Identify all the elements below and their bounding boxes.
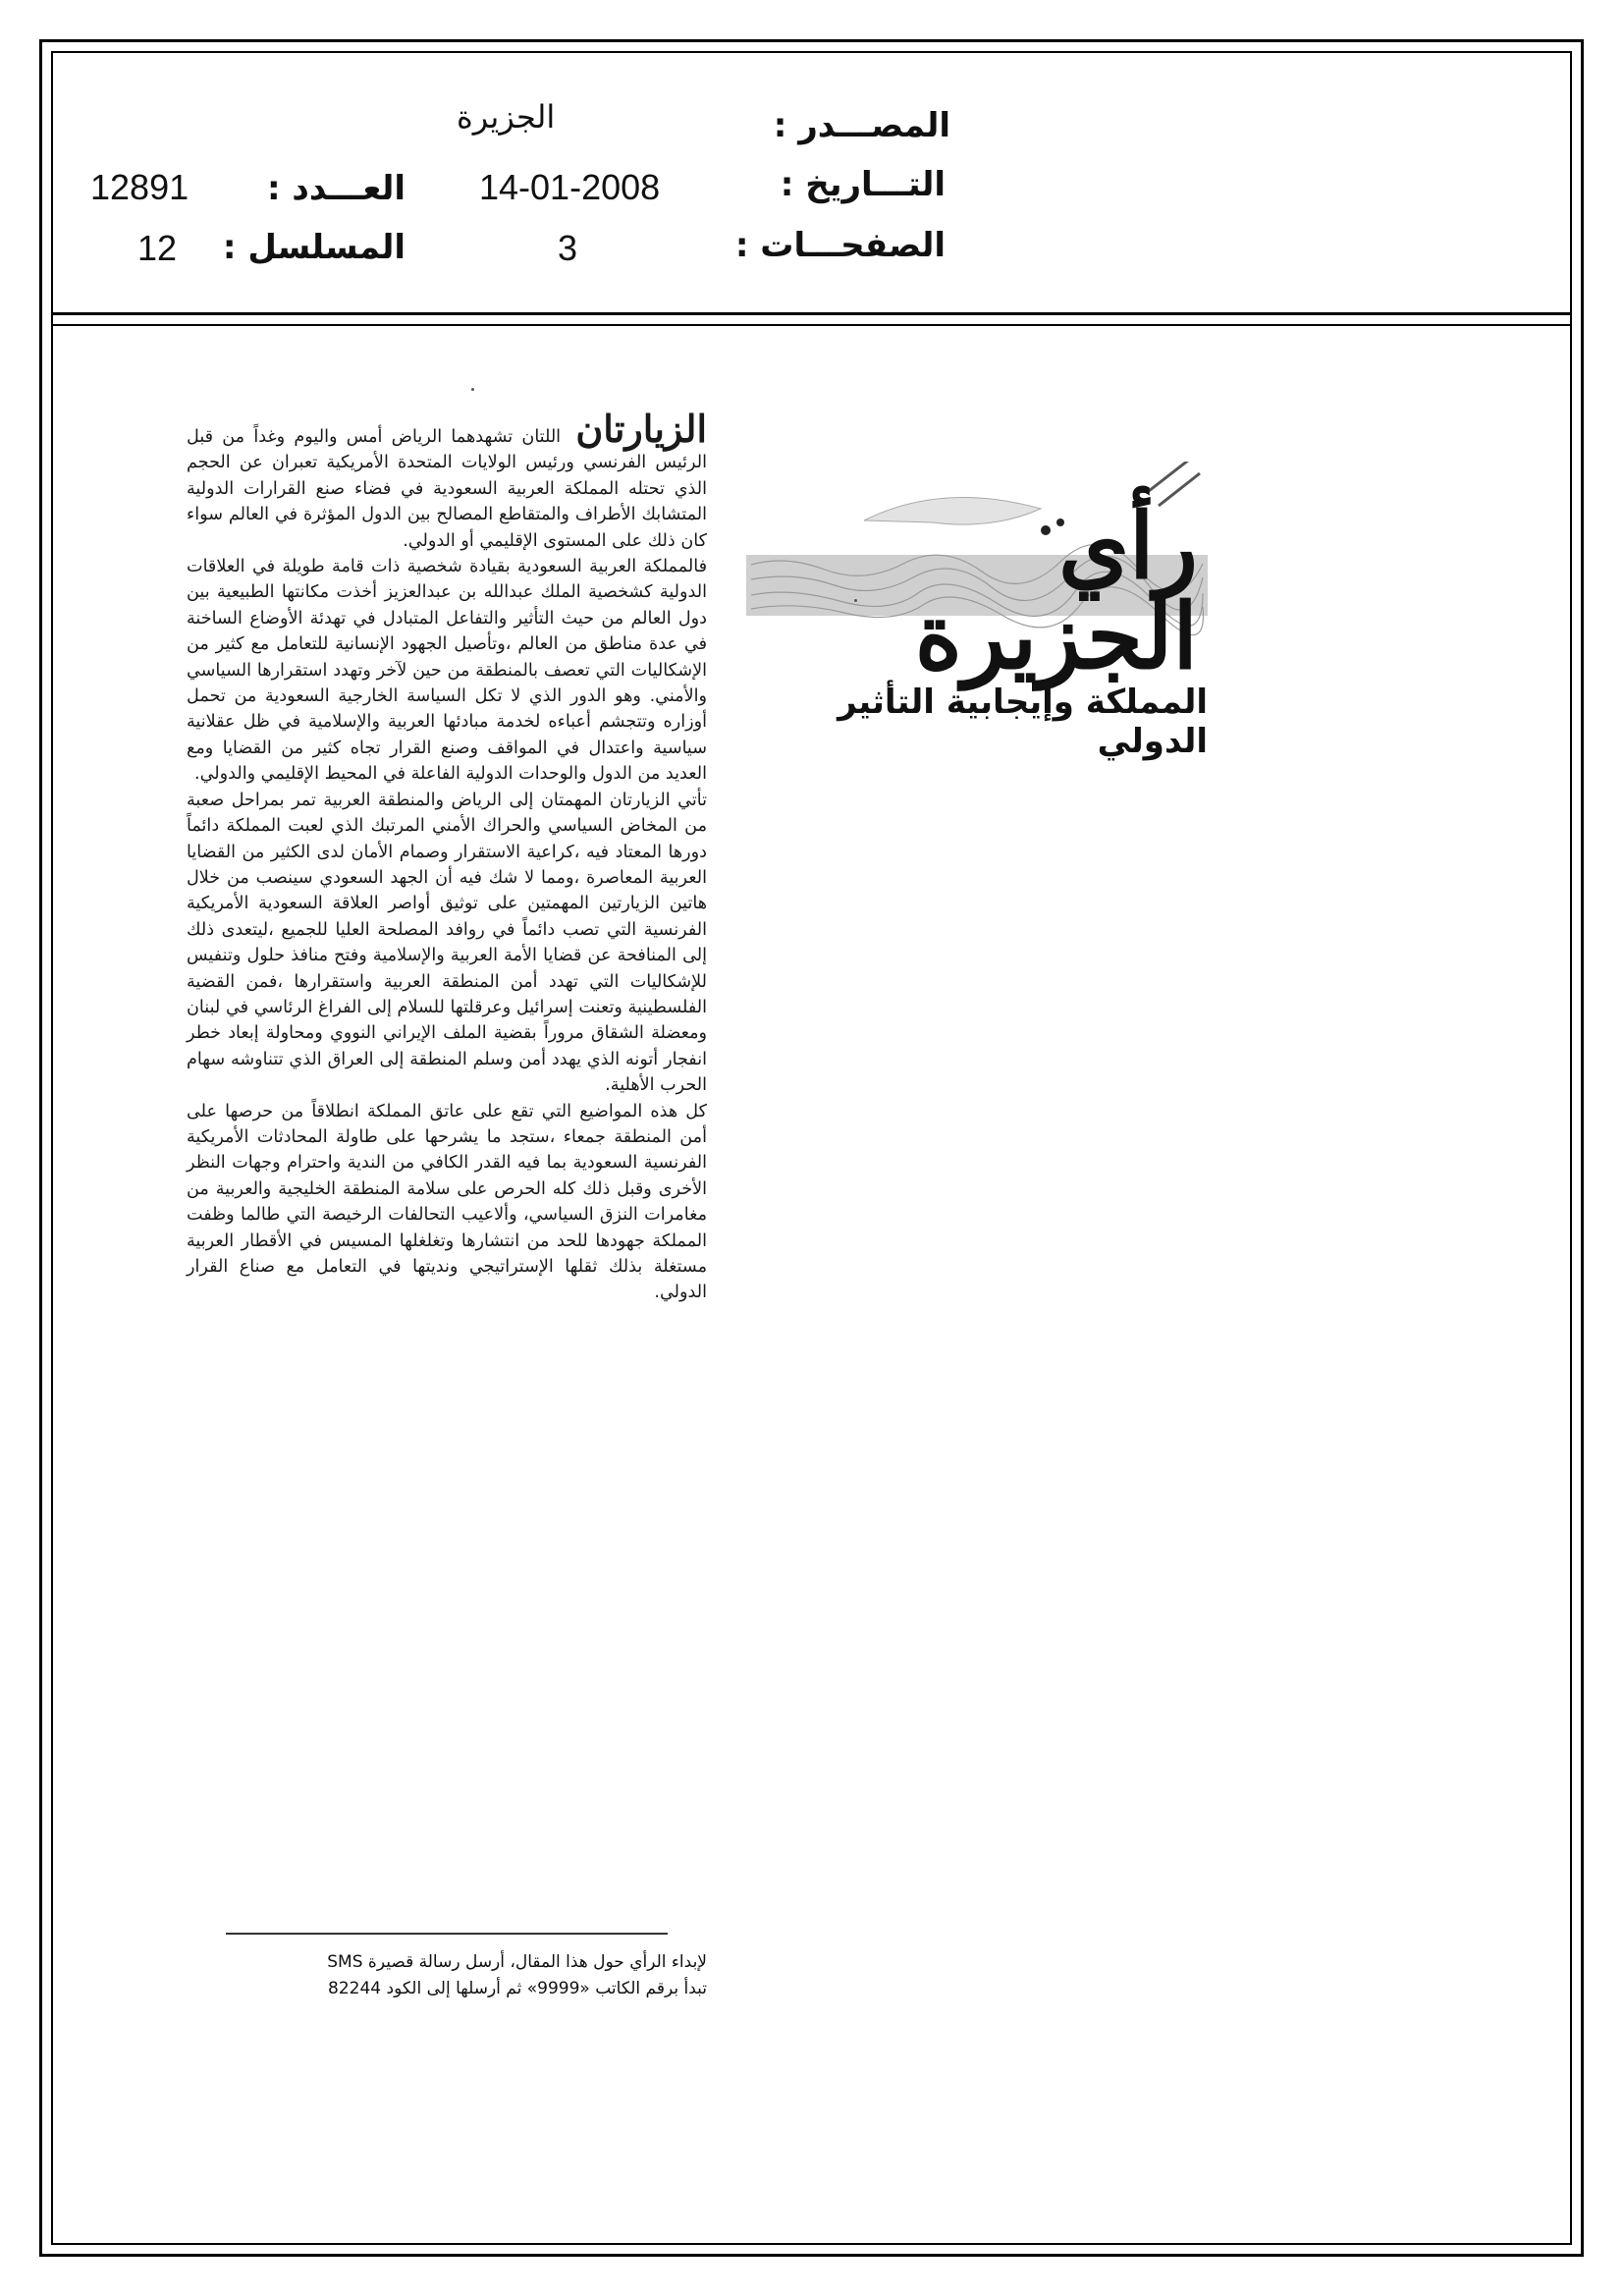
article-body: [187, 407, 707, 1306]
source-label: المصـــدر :: [773, 106, 950, 145]
sms-note-line: تبدأ برقم الكاتب «9999» ثم أرسلها إلى الكود 82244: [328, 1979, 707, 1998]
article-paragraph: تأتي الزيارتان المهمتان إلى الرياض والمنطقة العربية تمر بمراحل صعبة من المخاض السياسي والحراك الأمني المرتبك الذي لعبت المملكة دائماً دورها المعتاد فيه ،كراعية الاستقرار وصمام الأمان لدى الكثير من القضايا العربية المعاصرة ،ومما لا شك فيه أن الجهد السعودي سينصب من خلال هاتين الزيارتين المهمتين على توثيق أواصر العلاقة السعودية الأمريكية الفرنسية التي تصب دائماً في روافد المصلحة العليا للجميع ،ليتعدى ذلك إلى المنافحة عن قضايا الأمة العربية والإسلامية وفتح منافذ حلول وتنفيس للإشكاليات التي تهدد أمن المنطقة العربية واستقرارها ،فمن القضية الفلسطينية وتعنت إسرائيل وعرقلتها للسلام إلى الفراغ الرئاسي في لبنان ومعضلة الشقاق مروراً بقضية الملف الإيراني النووي ومحاولة إبعاد خطر انفجار أتونه الذي يهدد أمن وسلم المنطقة إلى العراق الذي تتناوشه سهام الحرب الأهلية.: [187, 790, 707, 1096]
sms-note-line: لإبداء الرأي حول هذا المقال، أرسل رسالة قصيرة SMS: [327, 1952, 707, 1972]
masthead-subtitle: المملكة وإيجابية التأثير الدولي: [838, 683, 1208, 761]
article-paragraph: كل هذه المواضيع التي تقع على عاتق المملكة انطلاقاً من حرصها على أمن المنطقة جمعاء ،ستجد ما يشرحها على طاولة المحادثات الأمريكية الفرنسية السعودية بما فيه القدر الكافي من الندية واحترام وجهات النظر الأخرى وقبل ذلك كله الحرص على سلامة المنطقة الخليجية والعربية من مغامرات النزق السياسي، وألاعيب التحالفات الرخيصة التي طالما وظفت المملكة جهودها للحد من انتشارها وتغلغلها المسيس في الأقطار العربية مستغلة بذلك ثقلها الإستراتيجي ونديتها في التعامل مع صناع القرار الدولي.: [187, 1101, 707, 1303]
header-divider-inner: [51, 324, 1572, 326]
masthead-title: رأي الجزيرة: [914, 493, 1198, 689]
source-value: الجزيرة: [457, 98, 556, 136]
article-text: اللتان تشهدهما الرياض أمس واليوم وغداً من قبل الرئيس الفرنسي ورئيس الولايات المتحدة الأمريكية تعبران عن الحجم الذي تحتله المملكة العربية السعودية في فضاء صنع القرارات الدولية المتشابك الأطراف والمتقاطع المصالح بين الدول المؤثرة في العالم سواء كان ذلك على المستوى الإقليمي أو الدولي.: [187, 427, 707, 551]
pages-label: الصفحـــات :: [734, 226, 946, 265]
scan-speck: [471, 388, 474, 391]
issue-label: العـــدد :: [267, 169, 406, 208]
note-divider: [226, 1933, 668, 1935]
article-lead-word: الزيارتان: [575, 407, 707, 451]
date-label: التـــاريخ :: [780, 165, 946, 204]
masthead-logo: [746, 462, 1208, 761]
date-value: 14-01-2008: [479, 167, 661, 207]
article-paragraph: فالمملكة العربية السعودية بقيادة شخصية ذات قامة طويلة في العلاقات الدولية كشخصية الملك عبدالله بن عبدالعزيز أخذت مكانتها الطبيعية بين دول العالم من حيث التأثير والتفاعل المتبادل في تهدئة الأوضاع الساخنة في عدة مناطق من العالم ،وتأصيل الجهود الإنسانية للتعامل مع كثير من الإشكاليات التي تعصف بالمنطقة من حين لآخر وتهدد استقرارها السياسي والأمني. وهو الدور الذي لا تكل السياسة الخارجية السعودية من تحمل أوزاره وتتجشم أعباءه لخدمة مبادئها العربية والإسلامية في ظل عقلانية سياسية واعتدال في المواقف وصنع القرار تجاه كثير من القضايا ومع العديد من الدول والوحدات الدولية الفاعلة في المحيط الإقليمي والدولي.: [187, 557, 707, 785]
pages-value: 3: [558, 228, 578, 268]
serial-label: المسلسل :: [222, 228, 406, 267]
header-divider: [51, 312, 1572, 315]
serial-value: 12: [137, 228, 178, 268]
scan-speck: [854, 599, 857, 602]
issue-value: 12891: [90, 167, 189, 207]
article-paragraph: [187, 407, 707, 554]
sms-note: [196, 1949, 707, 2002]
